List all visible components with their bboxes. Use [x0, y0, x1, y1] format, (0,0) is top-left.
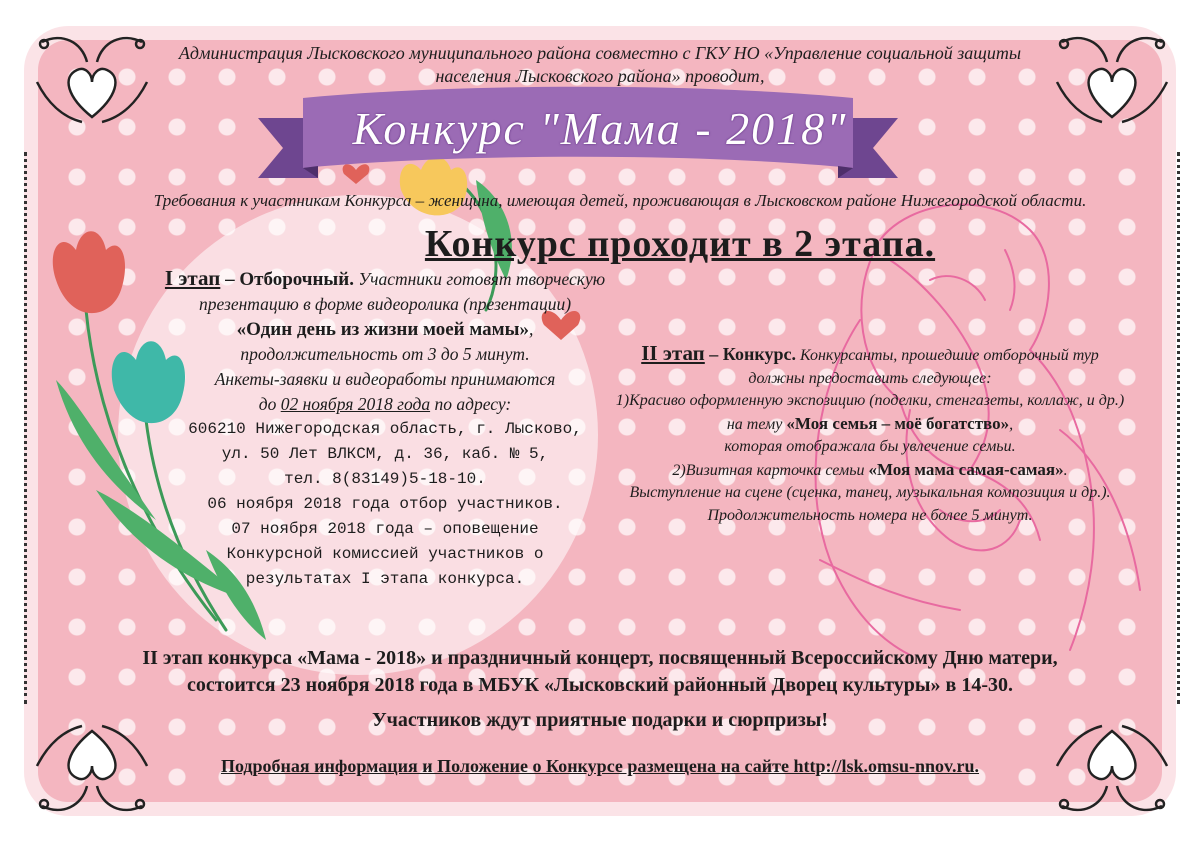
stage-1-intro: I этап – Отборочный. Участники готовят творческую презентацию в форме видеоролика (презентации) — [164, 266, 606, 314]
stage-2-title: Конкурс. — [722, 344, 796, 364]
notification-line-3: результатах I этапа конкурса. — [245, 570, 525, 588]
final-line-1: II этап конкурса «Мама - 2018» и праздничный концерт, посвященный Всероссийскому Дню матери, — [142, 647, 1058, 669]
phone-number: тел. 8(83149)5-18-10. — [284, 470, 486, 488]
stage-2-label: II этап — [641, 341, 705, 365]
stage-1-deadline: до 02 ноября 2018 года по адресу: — [258, 394, 512, 414]
stage-1-block — [150, 266, 620, 592]
address-line-1: 606210 Нижегородская область, г. Лысково, — [188, 420, 582, 438]
notification-line-2: Конкурсной комиссией участников о — [226, 545, 544, 563]
stage-2-performance: Выступление на сцене (сценка, танец, музыкальная композиция и др.). — [629, 484, 1111, 501]
stage-2-duration: Продолжительность номера не более 5 минут. — [707, 506, 1033, 524]
stage-1-title: Отборочный. — [239, 269, 354, 290]
selection-date: 06 ноября 2018 года отбор участников. — [207, 495, 563, 513]
stage-2-item-2: 2)Визитная карточка семьи «Моя мама самая-самая». — [672, 459, 1068, 479]
red-tulip — [53, 231, 125, 313]
stage-1-label: I этап — [164, 266, 221, 290]
stage-2-item-1-theme: на тему «Моя семья – моё богатство», — [726, 413, 1014, 433]
stage-2-item-1-description: которая отображала бы увлечение семьи. — [724, 438, 1016, 455]
header-line-1: Администрация Лысковского муниципального района совместно с ГКУ НО «Управление социальной защиты — [178, 43, 1022, 63]
stage-2-intro-line-2: должны предоставить следующее: — [748, 369, 992, 387]
address-line-2: ул. 50 Лет ВЛКСМ, д. 36, каб. № 5, — [221, 445, 549, 463]
stage-1-topic: «Один день из жизни моей мамы», — [236, 319, 534, 340]
participant-requirements: Требования к участникам Конкурса – женщина, имеющая детей, проживающая в Лысковском районе Нижегородской области. — [153, 191, 1087, 210]
stages-heading: Конкурс проходит в 2 этапа. — [424, 223, 936, 265]
stage-2-intro: II этап – Конкурс. Конкурсанты, прошедшие отборочный тур — [641, 341, 1099, 365]
header-line-2: населения Лысковского района» проводит, — [435, 66, 765, 86]
stage-1-duration: продолжительность от 3 до 5 минут. — [240, 344, 530, 364]
notification-line-1: 07 ноября 2018 года – оповещение — [231, 520, 539, 538]
gifts-announcement: Участников ждут приятные подарки и сюрпризы! — [371, 709, 829, 731]
final-event-announcement — [60, 645, 1140, 699]
stage-1-description: Участники готовят творческую презентацию в форме видеоролика (презентации) — [198, 269, 606, 314]
stage-1-applications: Анкеты-заявки и видеоработы принимаются — [214, 369, 556, 389]
stage-2-item-1: 1)Красиво оформленную экспозицию (поделки, стенгазеты, коллаж, и др.) — [615, 392, 1125, 409]
final-line-2: состоится 23 ноября 2018 года в МБУК «Лысковский районный Дворец культуры» в 14-30. — [187, 674, 1013, 696]
contest-title: Конкурс "Мама - 2018" — [352, 102, 848, 154]
website-info-link[interactable]: Подробная информация и Положение о Конкурсе размещена на сайте http://lsk.omsu-nnov.ru. — [220, 756, 980, 776]
stage-2-block — [590, 342, 1150, 527]
